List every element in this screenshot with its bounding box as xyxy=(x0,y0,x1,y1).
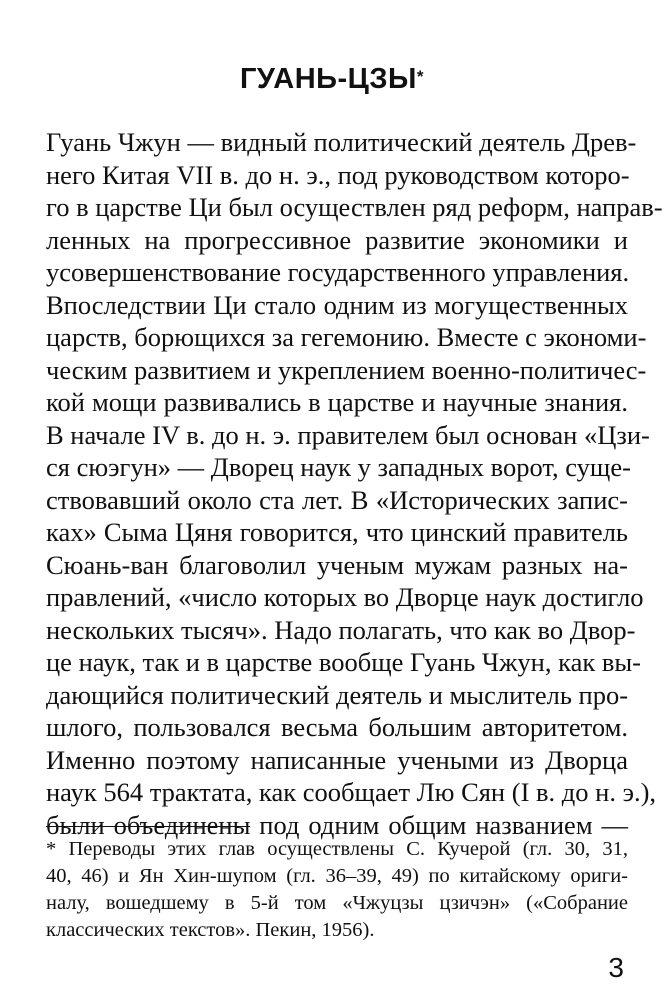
text-line: це наук, так и в царстве вообще Гуань Чжун, как вы- xyxy=(46,647,641,677)
footnote-line: * Переводы этих глав осуществлены С. Кучерой (гл. 30, 31, xyxy=(46,838,628,860)
text-line: шлого, пользовался весьма большим авторитетом. xyxy=(46,712,628,742)
text-line: ствовавший около ста лет. В «Исторических запис- xyxy=(46,484,628,515)
text-line: царств, борющихся за гегемонию. Вместе с экономи- xyxy=(46,322,647,352)
footnote-line: 40, 46) и Ян Хин-шупом (гл. 36–39, 49) по китайскому ориги- xyxy=(46,865,628,887)
text-line: кой мощи развивались в царстве и научные знания. xyxy=(46,387,628,417)
chapter-title-text: ГУАНЬ-ЦЗЫ xyxy=(239,63,417,95)
text-line: дающийся политический деятель и мыслитель про- xyxy=(46,679,629,710)
text-line: ся сюэгун» — Дворец наук у западных ворот, суще- xyxy=(46,452,631,482)
text-line: наук 564 трактата, как сообщает Лю Сян (I в. до н. э.), xyxy=(46,777,657,807)
text-line: были объединены под одним общим названием — xyxy=(46,809,628,840)
footnote-line: налу, вошедшему в 5-й том «Чжуцзы цзичэн» («Собрание xyxy=(46,892,628,914)
text-line: ках» Сыма Цяня говорится, что цинский правитель xyxy=(46,517,628,547)
footnote xyxy=(46,836,628,944)
text-line: Впоследствии Ци стало одним из могущественных xyxy=(46,289,628,320)
text-line: Сюань-ван благоволил ученым мужам разных на- xyxy=(46,549,628,580)
footnote-divider xyxy=(46,826,250,827)
text-line: нескольких тысяч». Надо полагать, что как во Двор- xyxy=(46,614,636,645)
text-line: него Китая VII в. до н. э., под руководством которо- xyxy=(46,159,630,190)
text-line: ленных на прогрессивное развитие экономики и xyxy=(46,224,628,255)
page-number: 3 xyxy=(608,952,624,983)
text-line: го в царстве Ци был осуществлен ряд реформ, направ- xyxy=(46,192,663,222)
chapter-title xyxy=(0,62,664,96)
body-text xyxy=(46,126,663,841)
text-line: ческим развитием и укреплением военно-политичес- xyxy=(46,354,647,385)
text-line: правлений, «число которых во Дворце наук достигло xyxy=(46,582,644,612)
footnote-marker: * xyxy=(416,67,425,86)
text-line: усовершенствование государственного управления. xyxy=(46,257,630,287)
text-line: В начале IV в. до н. э. правителем был основан «Цзи- xyxy=(46,419,650,450)
text-line: Именно поэтому написанные учеными из Дворца xyxy=(46,744,628,775)
text-line: Гуань Чжун — видный политический деятель Древ- xyxy=(46,127,637,157)
footnote-line: классических текстов». Пекин, 1956). xyxy=(46,919,375,941)
